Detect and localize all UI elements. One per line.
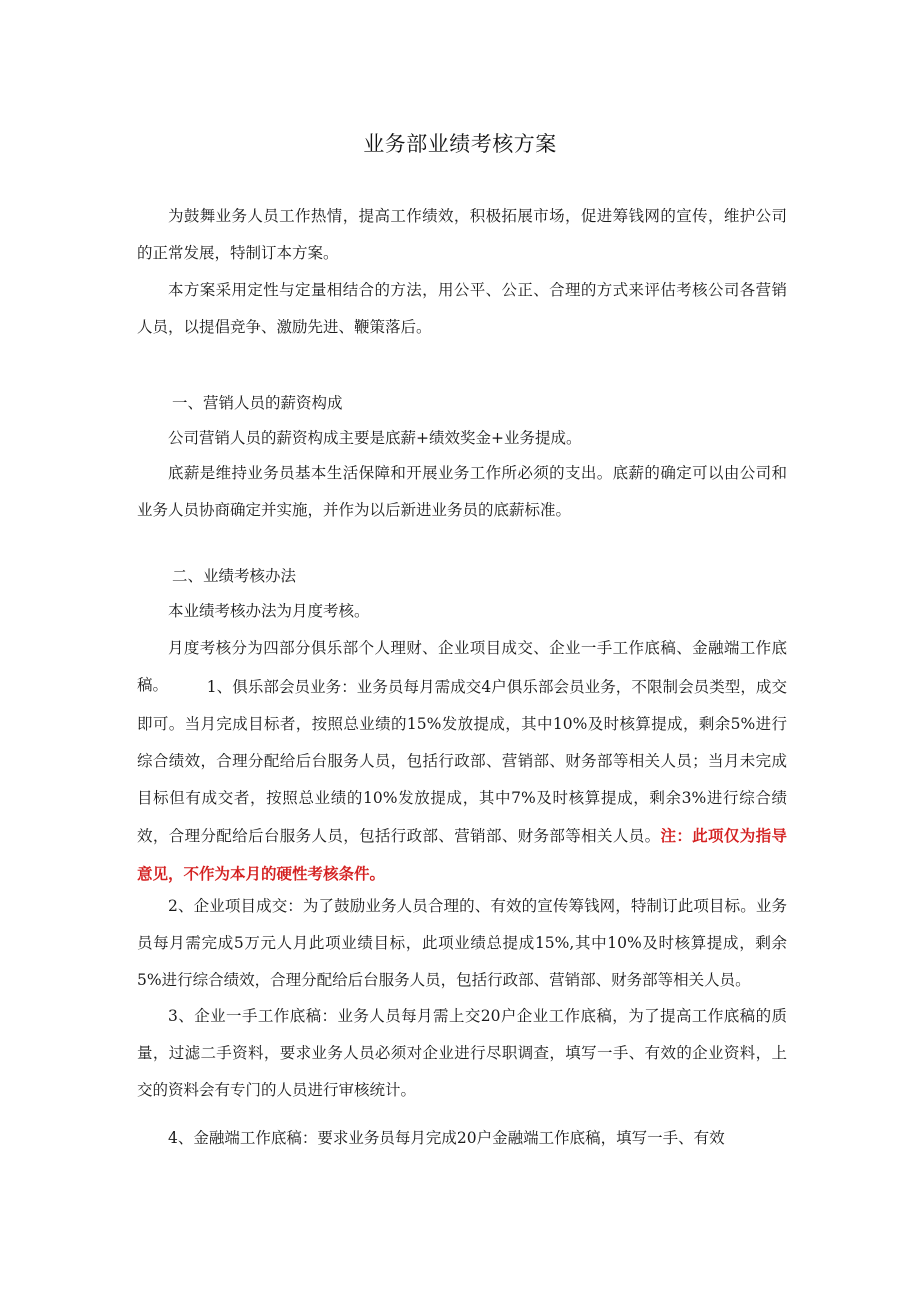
intro-paragraph-2: 本方案采用定性与定量相结合的方法，用公平、公正、合理的方式来评估考核公司各营销人员，以提倡竞争、激励先进、鞭策落后。 bbox=[137, 281, 787, 336]
list-item-1-note: 注：此项仅为指导意见，不作为本月的硬性考核条件。 bbox=[137, 826, 787, 883]
section-1-heading: 一、营销人员的薪资构成 bbox=[172, 394, 343, 412]
list-item-4: 4、金融端工作底稿：要求业务员每月完成20户金融端工作底稿，填写一手、有效 bbox=[168, 1129, 725, 1147]
list-item-2: 2、企业项目成交：为了鼓励业务人员合理的、有效的宣传筹钱网，特制订此项目标。业务员每月需完成5万元人月此项业绩目标，此项业绩总提成15%,其中10%及时核算提成，剩余5%进行综合绩效，合理分配给后台服务人员，包括行政部、营销部、财务部等相关人员。 bbox=[137, 897, 787, 989]
section-1-paragraph-2: 底薪是维持业务员基本生活保障和开展业务工作所必须的支出。底薪的确定可以由公司和业务人员协商确定并实施，并作为以后新进业务员的底薪标准。 bbox=[137, 464, 787, 519]
section-2-heading: 二、业绩考核办法 bbox=[172, 567, 297, 585]
list-item-1-text: 1、俱乐部会员业务：业务员每月需成交4户俱乐部会员业务，不限制会员类型，成交即可。当月完成目标者，按照总业绩的15%发放提成，其中10%及时核算提成，剩余5%进行综合绩效，合理分配给后台服务人员，包括行政部、营销部、财务部等相关人员；当月未完成目标但有成交者，按照总业绩的10%发放提成，其中7%及时核算提成，剩余3%进行综合绩效，合理分配给后台服务人员，包括行政部、营销部、财务部等相关人员。 bbox=[137, 678, 787, 845]
section-2-paragraph-1: 本业绩考核办法为月度考核。 bbox=[168, 602, 370, 620]
list-item-1 bbox=[137, 669, 787, 893]
page-title: 业务部业绩考核方案 bbox=[363, 132, 557, 156]
section-2-paragraph-2: 月度考核分为四部分俱乐部个人理财、企业项目成交、企业一手工作底稿、金融端工作底稿。 bbox=[137, 639, 787, 694]
section-1-paragraph-1: 公司营销人员的薪资构成主要是底薪+绩效奖金+业务提成。 bbox=[168, 429, 582, 447]
intro-paragraph-1: 为鼓舞业务人员工作热情，提高工作绩效，积极拓展市场，促进筹钱网的宣传，维护公司的正常发展，特制订本方案。 bbox=[137, 207, 787, 262]
list-item-3: 3、企业一手工作底稿：业务人员每月需上交20户企业工作底稿，为了提高工作底稿的质量，过滤二手资料，要求业务人员必须对企业进行尽职调查，填写一手、有效的企业资料，上交的资料会有专门的人员进行审核统计。 bbox=[137, 1007, 787, 1099]
